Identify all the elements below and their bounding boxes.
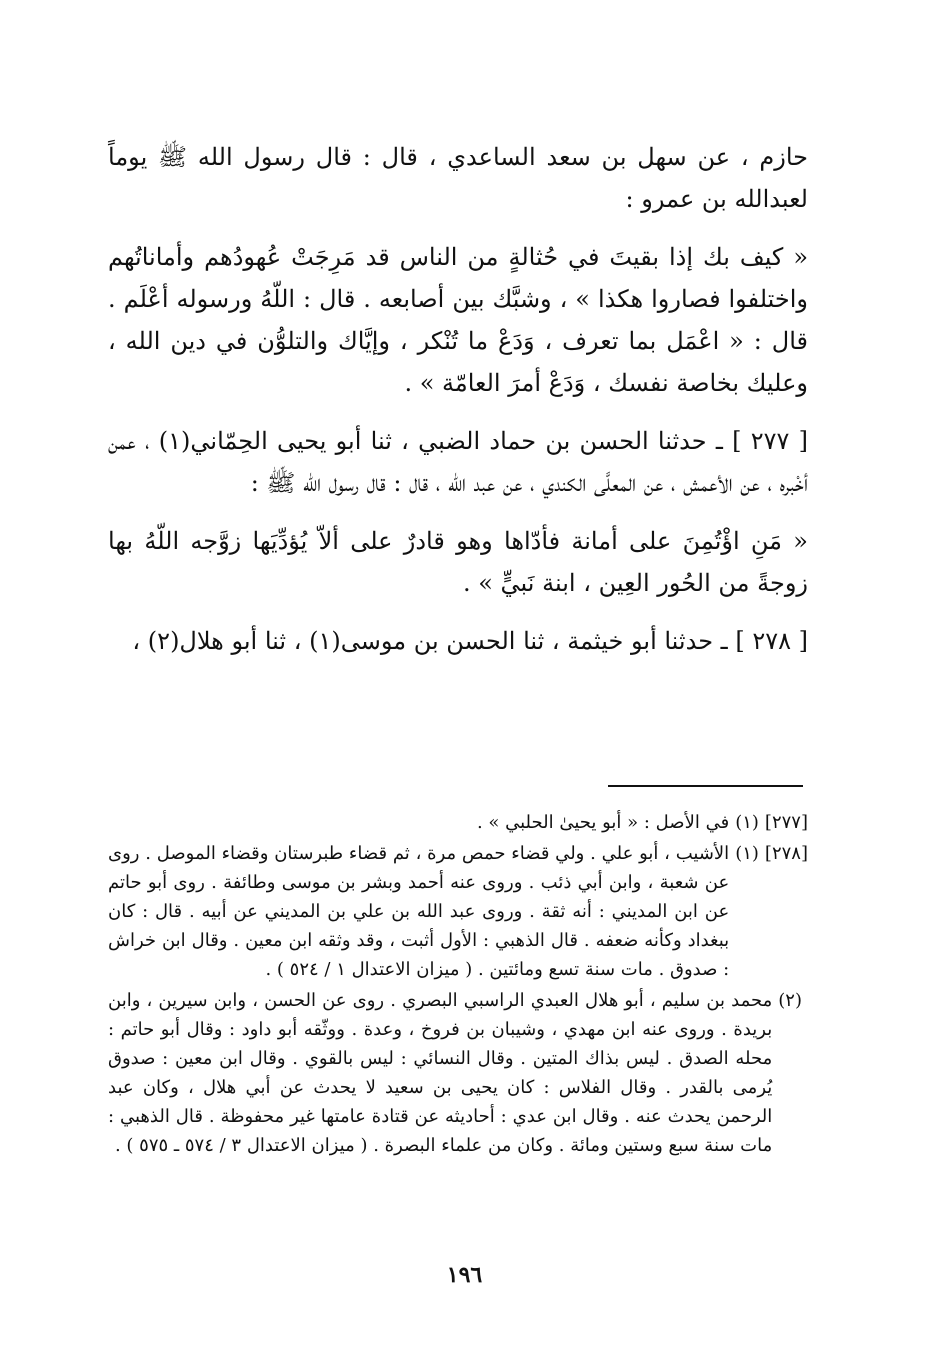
paragraph-hadith-277: « مَنِ اؤْتُمِنَ على أمانة فأدّاها وهو قادرٌ على ألاّ يُؤدِّيَها زوَّجه اللّهُ بها زوجةً من الحُور العِين ، ابنة نَبيٍّ » .	[108, 527, 808, 597]
footnote-ref: [٢٧٨]	[764, 843, 808, 864]
footnote-277-1	[108, 808, 808, 837]
footnote-278-2	[108, 986, 808, 1160]
paragraph-isnad-278: [ ٢٧٨ ] ـ حدثنا أبو خيثمة ، ثنا الحسن بن موسى(١) ، ثنا أبو هلال(٢) ،	[132, 627, 808, 655]
footnote-ref: [٢٧٧]	[764, 812, 808, 833]
footnote-number: (١)	[735, 812, 759, 833]
page-number: ١٩٦	[446, 1262, 483, 1288]
paragraph-isnad-277: [ ٢٧٧ ] ـ حدثنا الحسن بن حماد الضبي ، ثنا أبو يحيى الحِمّاني(١) ، عمن أخْبره ، عن الأعمش ، عن المعلَّى الكندي ، عن عبد الله ، قال : قال رسول الله ﷺ :	[108, 427, 809, 497]
footnote-number: (١)	[735, 843, 759, 864]
footnote-278-1	[108, 839, 808, 984]
footnote-text: الأشيب ، أبو علي . ولي قضاء حمص مرة ، ثم قضاء طبرستان وقضاء الموصل . روى عن شعبة ، وابن أبي ذئب . وروى عنه أحمد وبشر بن موسى وطائفة . روى أبو حاتم عن ابن المديني : أنه ثقة . وروى عبد الله بن علي بن المديني عن أبيه . قال : كان ببغداد وكأنه ضعفه . قال الذهبي : الأول أثبت ، وقد وثقه ابن معين . وقال ابن خراش : صدوق . مات سنة تسع ومائتين . ( ميزان الاعتدال ١ / ٥٢٤ ) .	[108, 843, 730, 980]
footnotes-section	[108, 808, 808, 1162]
paragraph-narration-intro: حازم ، عن سهل بن سعد الساعدي ، قال : قال رسول الله ﷺ يوماً لعبدالله بن عمرو :	[108, 143, 808, 213]
footnote-separator	[608, 785, 803, 787]
main-text	[108, 136, 808, 684]
footnote-text: محمد بن سليم ، أبو هلال العبدي الراسبي البصري . روى عن الحسن ، وابن سيرين ، وابن بريدة . وروى عنه ابن مهدي ، وشيبان بن فروخ ، وعدة . ووثّقه أبو داود : وقال أبو حاتم : محله الصدق . ليس بذاك المتين . وقال النسائي : ليس بالقوي . وقال ابن معين : صدوق يُرمى بالقدر . وقال الفلاس : كان يحيى بن سعيد لا يحدث عن أبي هلال ، وكان عبد الرحمن يحدث عنه . وقال ابن عدي : أحاديثه عن قتادة عامتها غير محفوظة . قال الذهبي : مات سنة سبع وستين ومائة . وكان من علماء البصرة . ( ميزان الاعتدال ٣ / ٥٧٤ ـ ٥٧٥ ) .	[108, 990, 773, 1156]
footnote-text: في الأصل : « أبو يحيىٰ الحلبي » .	[476, 812, 730, 833]
paragraph-hadith-text: « كيف بك إذا بقيتَ في حُثالةٍ من الناس قد مَرِجَتْ عُهودُهم وأماناتُهم واختلفوا فصاروا هكذا » ، وشبَّك بين أصابعه . قال : اللّهُ ورسوله أعْلَم . قال : « اعْمَل بما تعرف ، وَدَعْ ما تُنْكر ، وإيَّاك والتلوُّن في دين الله ، وعليك بخاصة نفسك ، وَدَعْ أمرَ العامّة » .	[108, 243, 808, 397]
footnote-number: (٢)	[778, 990, 802, 1011]
